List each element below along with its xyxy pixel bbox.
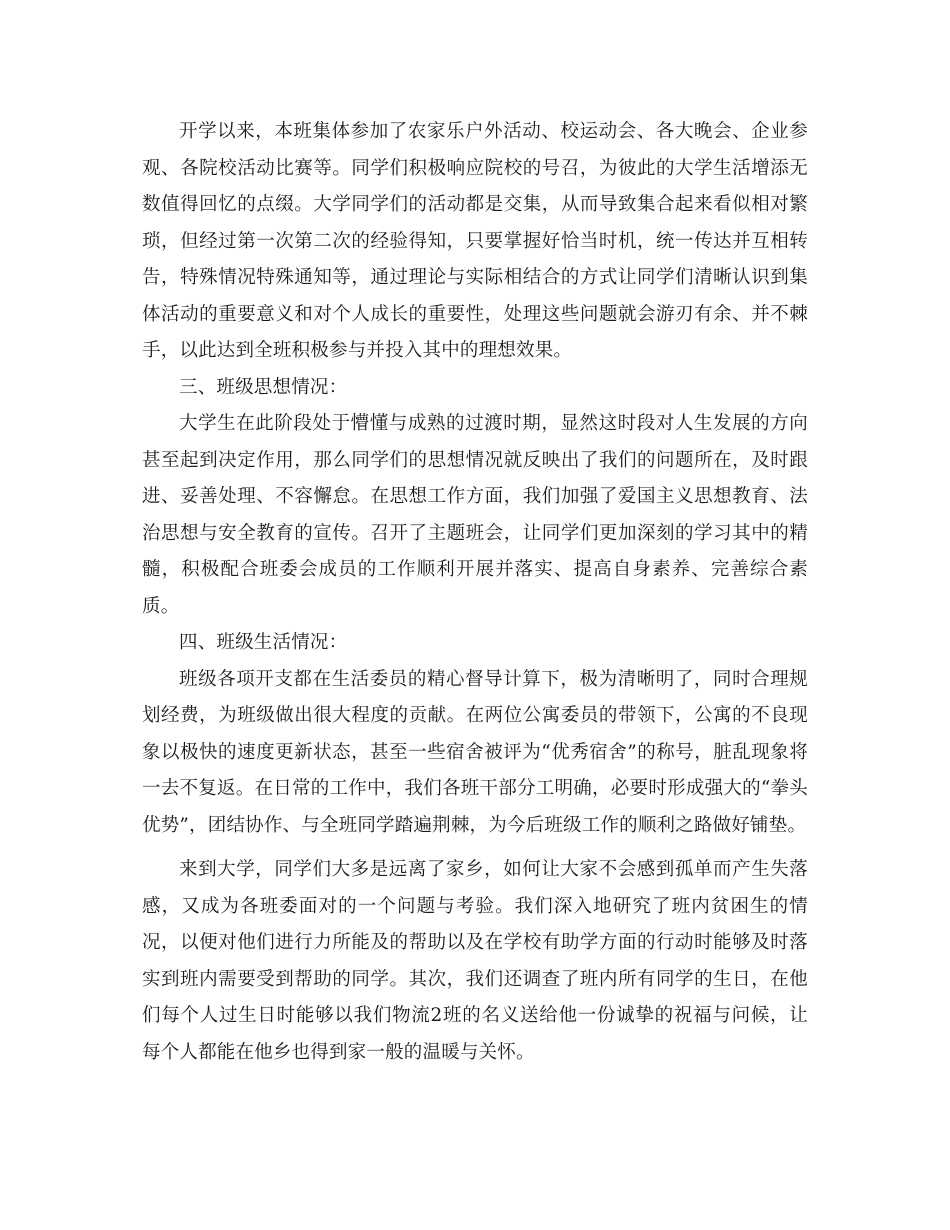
document-body bbox=[142, 114, 808, 1071]
section-heading-life: 四、班级生活情况： bbox=[179, 632, 348, 653]
paragraph-thought: 大学生在此阶段处于懵懂与成熟的过渡时期，显然这时段对人生发展的方向甚至起到决定作用，那么同学们的思想情况就反映出了我们的问题所在，及时跟进、妥善处理、不容懈怠。在思想工作方面，我们加强了爱国主义思想教育、法治思想与安全教育的宣传。召开了主题班会，让同学们更加深刻的学习其中的精髓，积极配合班委会成员的工作顺利开展并落实、提高自身素养、完善综合素质。 bbox=[142, 413, 808, 617]
paragraph-life: 班级各项开支都在生活委员的精心督导计算下，极为清晰明了，同时合理规划经费，为班级做出很大程度的贡献。在两位公寓委员的带领下，公寓的不良现象以极快的速度更新状态，甚至一些宿舍被评为“优秀宿舍”的称号，脏乱现象将一去不复返。在日常的工作中，我们各班干部分工明确，必要时形成强大的“拳头优势”，团结协作、与全班同学踏遍荆棘，为今后班级工作的顺利之路做好铺垫。 bbox=[142, 668, 808, 836]
paragraph-activities: 开学以来，本班集体参加了农家乐户外活动、校运动会、各大晚会、企业参观、各院校活动比赛等。同学们积极响应院校的号召，为彼此的大学生活增添无数值得回忆的点缀。大学同学们的活动都是交集，从而导致集合起来看似相对繁琐，但经过第一次第二次的经验得知，只要掌握好恰当时机，统一传达并互相转告，特殊情况特殊通知等，通过理论与实际相结合的方式让同学们清晰认识到集体活动的重要意义和对个人成长的重要性，处理这些问题就会游刃有余、并不棘手，以此达到全班积极参与并投入其中的理想效果。 bbox=[142, 121, 808, 361]
section-heading-thought: 三、班级思想情况： bbox=[179, 376, 348, 398]
paragraph-care: 来到大学，同学们大多是远离了家乡，如何让大家不会感到孤单而产生失落感，又成为各班委面对的一个问题与考验。我们深入地研究了班内贫困生的情况，以便对他们进行力所能及的帮助以及在学校有助学方面的行动时能够及时落实到班内需要受到帮助的同学。其次，我们还调查了班内所有同学的生日，在他们每个人过生日时能够以我们物流2班的名义送给他一份诚挚的祝福与问候，让每个人都能在他乡也得到家一般的温暖与关怀。 bbox=[142, 859, 808, 1063]
